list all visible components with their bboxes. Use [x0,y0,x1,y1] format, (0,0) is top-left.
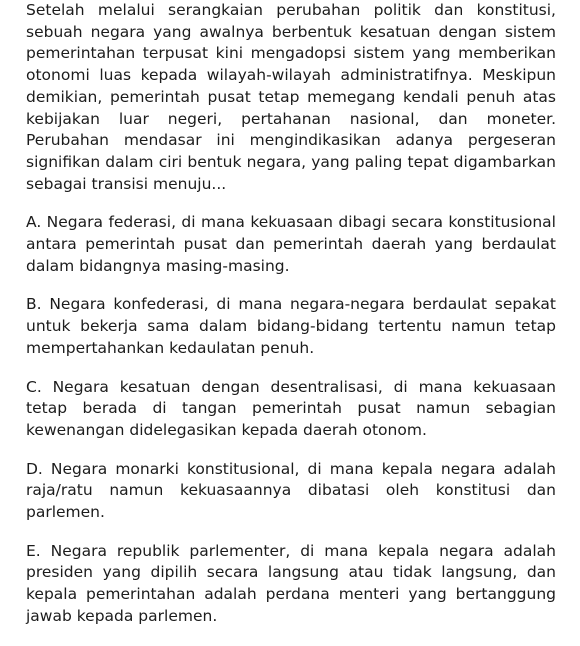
question-text: Setelah melalui serangkaian perubahan politik dan konstitusi, sebuah negara yang awalnya berbentuk kesatuan dengan sistem pemerintahan terpusat kini mengadopsi sistem yang memberikan otonomi luas kepada wilayah-wilayah administratifnya. Meskipun demikian, pemerintah pusat tetap memegang kendali penuh atas kebijakan luar negeri, pertahanan nasional, dan moneter. Perubahan mendasar ini mengindikasikan adanya pergeseran signifikan dalam ciri bentuk negara, yang paling tepat digambarkan sebagai transisi menuju... [26,1,556,193]
spacer [26,442,556,459]
spacer [26,360,556,377]
option-a: A. Negara federasi, di mana kekuasaan dibagi secara konstitusional antara pemerintah pusat dan pemerintah daerah yang berdaulat dalam bidangnya masing-masing. [26,213,556,275]
option-d: D. Negara monarki konstitusional, di mana kepala negara adalah raja/ratu namun kekuasaannya dibatasi oleh konstitusi dan parlemen. [26,459,556,522]
spacer [26,195,556,212]
spacer [26,524,556,541]
option-c: C. Negara kesatuan dengan desentralisasi, di mana kekuasaan tetap berada di tangan pemerintah pusat namun sebagian kewenangan didelegasikan kepada daerah otonom. [26,377,556,439]
spacer [26,277,556,294]
option-e: E. Negara republik parlementer, di mana kepala negara adalah presiden yang dipilih secara langsung atau tidak langsung, dan kepala pemerintahan adalah perdana menteri yang bertanggung jawab kepada parlemen. [26,541,556,625]
option-b: B. Negara konfederasi, di mana negara-negara berdaulat sepakat untuk bekerja sama dalam bidang-bidang tertentu namun tetap mempertahankan kedaulatan penuh. [26,295,556,357]
